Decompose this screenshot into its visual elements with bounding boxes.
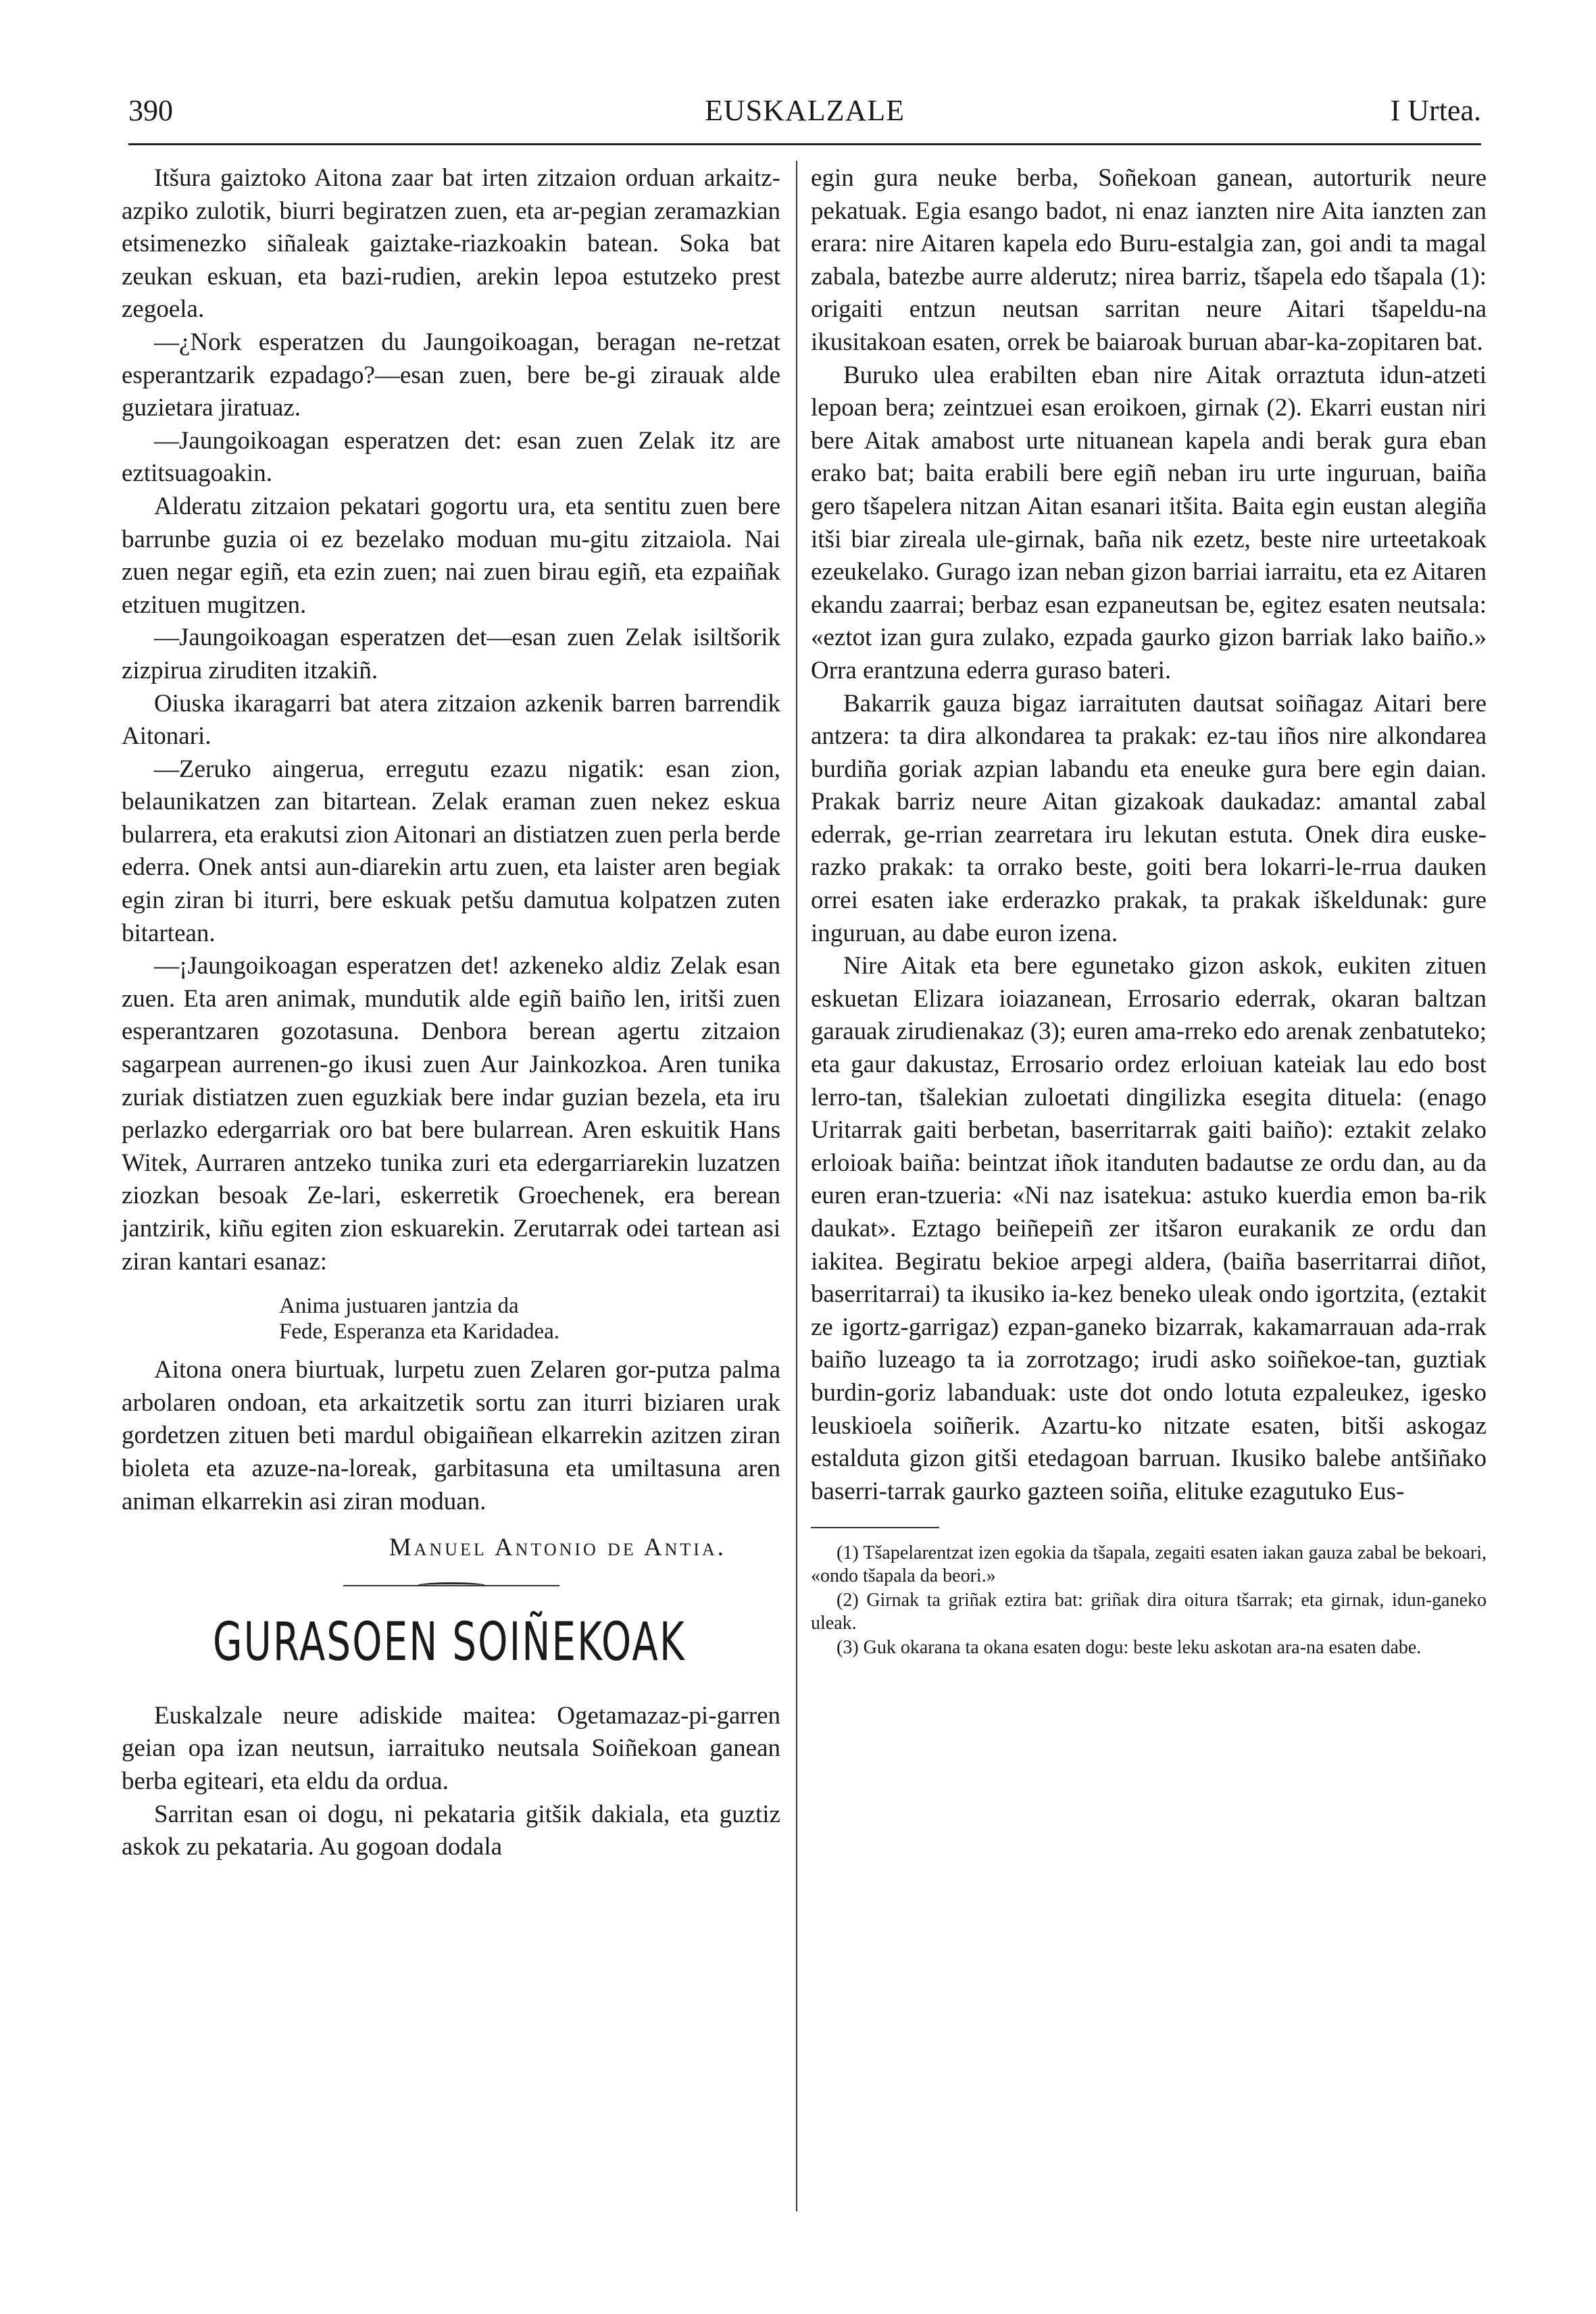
paragraph: —Jaungoikoagan esperatzen det: esan zuen Zelak itz are eztitsuagoakin.: [122, 426, 780, 488]
volume-label: I Urtea.: [1390, 94, 1481, 127]
verse-quote: [279, 1293, 780, 1344]
footnotes: [811, 1542, 1487, 1659]
paragraph: Buruko ulea erabilten eban nire Aitak orraztuta idun-atzeti lepoan bera; zeintzuei esan eroikoen, girnak (2). Ekarri eustan niri bere Aitak amabost urte nituanean kapela andi berak gura eban erako bat; baita erabili bere egiñ neban iru urte inguruan, baiña gero tšapelera nitzan Aitan esanari itšita. Baita egin eustan alegiña itši biar zireala ule-girnak, baña nik ezetz, beste nire urteetakoak ezeukelako. Gurago izan neban gizon barriai iarraitu, eta ez Aitaren ekandu zaarrai; berbaz esan ezpaneutsan be, egitez esaten neutsala: «eztot izan gura zulako, ezpada gaurko gizon barriak lako baiño.» Orra erantzuna ederra guraso bateri.: [811, 361, 1487, 684]
paragraph: Itšura gaiztoko Aitona zaar bat irten zitzaion orduan arkaitz-azpiko zulotik, biurri begiratzen zuen, eta ar-pegian zeramazkian etsimenezko siñaleak gaiztake-riazkoakin batean. Soka bat zeukan eskuan, eta bazi-rudien, arekin lepoa estutzeko prest zegoela.: [122, 164, 780, 324]
verse-line: Anima justuaren jantzia da: [279, 1294, 519, 1319]
paragraph: Nire Aitak eta bere egunetako gizon askok, eukiten zituen eskuetan Elizara ioiazanean, Errosario ederrak, okaran baltzan garauak zirudienakaz (3); euren ama-rreko edo arenak zenbatuteko; eta gaur dakustaz, Errosario ordez erloiuan kateiak lau edo bost lerro-tan, tšalekian zuloetati dingilizka esegita dituela: (enago Uritarrak gaiti berbetan, baserritarrak gaiti baiño): eztakit zelako erloioak baiña: beintzat iñok itanduten badautse ze ordu dan, au da euren eran-tzueria: «Ni naz isatekua: astuko kuerdia emon ba-rik daukat». Eztago beiñepeiñ zer itšaron eurakanik ze ordu dan iakitea. Begiratu bekioe arpegi aldera, (baiña baserritarrai diñot, baserritarrai) ta ikusiko ia-kez beneko uleak ondo igortzita, (eztakit ze igortz-garrigaz) ezpan-ganeko bizarrak, kakamarrauan ada-rrak baiño luzeago ta ia zorrotzago; irudi asko soiñekoe-tan, guztiak burdin-goriz labanduak: uste dot ondo lotuta ezpaleukez, igesko leuskioela soiñerik. Azartu-ko nitzate esaten, bitši askogaz estalduta gizon gitši etedagoan barruan. Ikusiko balebe antšiñako baserri-tarrak gaurko gazteen soiña, elituke ezagutuko Eus-: [811, 952, 1487, 1505]
footnote-rule: [811, 1527, 939, 1528]
author-signature: Manuel Antonio de Antia.: [389, 1534, 726, 1562]
footnote: (1) Tšapelarentzat izen egokia da tšapala, zegaiti esaten iakan gauza zabal be bekoari, «ondo tšapala da beori.»: [811, 1542, 1487, 1587]
paragraph: Euskalzale neure adiskide maitea: Ogetamazaz-pi-garren geian opa izan neutsun, iarraituko neutsala Soiñekoan ganean berba egiteari, eta eldu da ordua.: [122, 1701, 780, 1795]
paragraph: Aitona onera biurtuak, lurpetu zuen Zelaren gor-putza palma arbolaren ondoan, eta arkaitzetik sortu zan iturri biziaren urak gordetzen zituen beti mardul obigaiñean elkarrekin azitzen ziran bioleta eta azuze-na-loreak, garbitasuna eta umiltasuna aren animan elkarrekin asi ziran moduan.: [122, 1356, 780, 1515]
paragraph: Oiuska ikaragarri bat atera zitzaion azkenik barren barrendik Aitonari.: [122, 689, 780, 751]
paragraph: —Jaungoikoagan esperatzen det—esan zuen Zelak isiltšorik zizpirua ziruditen itzakiñ.: [122, 624, 780, 684]
left-column: [122, 162, 780, 1864]
column-divider: [796, 161, 797, 2211]
verse-line: Fede, Esperanza eta Karidadea.: [279, 1319, 560, 1344]
paragraph: Alderatu zitzaion pekatari gogortu ura, eta sentitu zuen bere barrunbe guzia oi ez bezelako moduan mu-gitu zitzaiola. Nai zuen negar egiñ, eta ezin zuen; nai zuen birau egiñ, eta ezpaiñak etzituen mugitzen.: [122, 492, 780, 619]
paragraph: Bakarrik gauza bigaz iarraituten dautsat soiñagaz Aitari bere antzera: ta dira alkondarea ta prakak: ez-tau iños nire alkondarea burdiña goriak azpian labandu eta eneuke gura bere egin daian. Prakak barriz neure Aitan gizakoak daukadaz: amantal zabal ederrak, ge-rrian zearretara iru lekutan estuta. Onek dira euske-razko prakak: ta orrako beste, goiti bera lokarri-le-rrua dauken orrei esaten iake erderazko prakak, ta prakak iškeldunak: gure inguruan, au dabe euron izena.: [811, 689, 1487, 947]
page-number: 390: [128, 94, 173, 127]
footnote: (3) Guk okarana ta okana esaten dogu: beste leku askotan ara-na esaten dabe.: [837, 1637, 1422, 1659]
section-ornament: [343, 1578, 559, 1592]
right-column: [811, 162, 1487, 1661]
paragraph: Sarritan esan oi dogu, ni pekataria gitšik dakiala, eta guztiz askok zu pekataria. Au gogoan dodala: [122, 1800, 780, 1861]
page-header: [128, 93, 1481, 141]
running-title: EUSKALZALE: [705, 94, 905, 127]
paragraph: —Zeruko aingerua, erregutu ezazu nigatik: esan zion, belaunikatzen zan bitartean. Zelak eraman zuen nekez eskua bularrera, eta erakutsi zion Aitonari an distiatzen zuen perla berde ederra. Onek antsi aun-diarekin artu zuen, eta laister aren begiak egin ziran bi iturri, bere eskuak petšu damutua kolpatzen zuten bitartean.: [122, 755, 780, 947]
paragraph: egin gura neuke berba, Soñekoan ganean, autorturik neure pekatuak. Egia esango badot, ni enaz ianzten nire Aita ianzten zan erara: nire Aitaren kapela edo Buru-estalgia zan, goi andi ta magal zabala, batezbe aurre alderutz; nirea barriz, tšapela edo tšapala (1): origaiti entzun neutsan sarritan neure Aitari tšapeldu-na ikusitakoan esaten, orrek be baiaroak buruan abar-ka-zopitaren bat.: [811, 164, 1487, 356]
footnote: (2) Girnak ta griñak eztira bat: griñak dira oitura tšarrak; eta girnak, idun-ganeko uleak.: [811, 1590, 1487, 1634]
header-rule: [128, 143, 1481, 145]
paragraph: —¡Jaungoikoagan esperatzen det! azkeneko aldiz Zelak esan zuen. Eta aren animak, mundutik alde egiñ baiño len, iritši zuen esperantzaren gozotasuna. Denbora berean agertu zitzaion sagarpean aurrenen-go ikusi zuen Aur Jainkozkoa. Aren tunika zuriak distiatzen zuen eguzkiak bere indar guzian bezela, eta iru perlazko edergarriak oro bat bere bularrean. Aren eskuitik Hans Witek, Aurraren antzeko tunika zuri eta edergarriarekin luzatzen ziozkan besoak Ze-lari, eskerretik Groechenek, era berean jantzirik, kiñu egiten zion eskuarekin. Zerutarrak odei tartean asi ziran kantari esanaz:: [122, 952, 780, 1276]
section-title: GURASOEN SOIÑEKOAK: [213, 1611, 686, 1673]
paragraph: —¿Nork esperatzen du Jaungoikoagan, beragan ne-retzat esperantzarik ezpadago?—esan zuen, bere be-gi zirauak alde guzietara jiratuaz.: [122, 328, 780, 422]
